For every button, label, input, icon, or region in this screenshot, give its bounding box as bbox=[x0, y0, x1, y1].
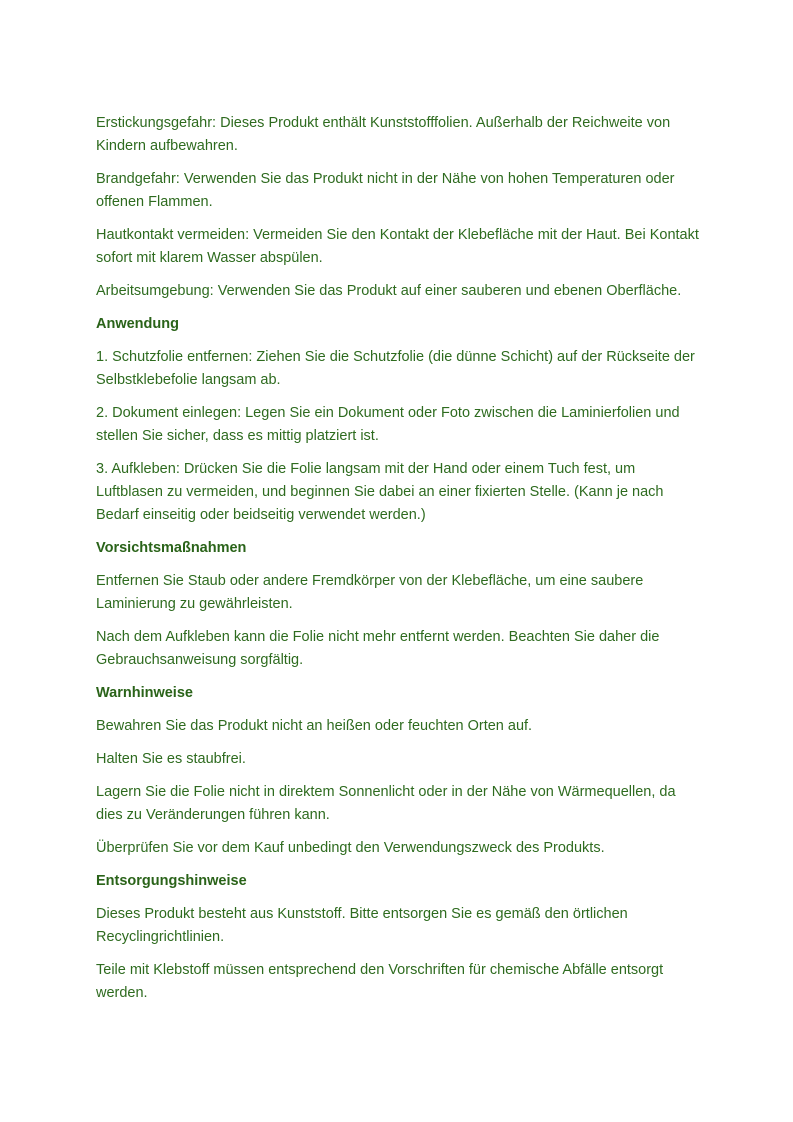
intro-paragraph-fire-hazard: Brandgefahr: Verwenden Sie das Produkt nicht in der Nähe von hohen Temperaturen oder offenen Flammen. bbox=[96, 171, 675, 210]
section-heading-warnhinweise: Warnhinweise bbox=[96, 685, 193, 701]
entsorgung-paragraph-1: Dieses Produkt besteht aus Kunststoff. Bitte entsorgen Sie es gemäß den örtlichen Recyclingrichtlinien. bbox=[96, 906, 628, 945]
intro-paragraph-choking-hazard: Erstickungsgefahr: Dieses Produkt enthält Kunststofffolien. Außerhalb der Reichweite von Kindern aufbewahren. bbox=[96, 115, 671, 154]
section-heading-anwendung: Anwendung bbox=[96, 316, 179, 332]
warn-paragraph-3: Lagern Sie die Folie nicht in direktem Sonnenlicht oder in der Nähe von Wärmequellen, da dies zu Veränderungen führen kann. bbox=[96, 784, 676, 823]
entsorgung-paragraph-2: Teile mit Klebstoff müssen entsprechend den Vorschriften für chemische Abfälle entsorgt werden. bbox=[96, 962, 664, 1001]
document-page bbox=[96, 112, 706, 1015]
vorsicht-paragraph-2: Nach dem Aufkleben kann die Folie nicht mehr entfernt werden. Beachten Sie daher die Gebrauchsanweisung sorgfältig. bbox=[96, 629, 660, 668]
warn-paragraph-1: Bewahren Sie das Produkt nicht an heißen oder feuchten Orten auf. bbox=[96, 718, 533, 734]
section-heading-vorsichtsmassnahmen: Vorsichtsmaßnahmen bbox=[96, 540, 247, 556]
warn-paragraph-4: Überprüfen Sie vor dem Kauf unbedingt den Verwendungszweck des Produkts. bbox=[96, 840, 605, 856]
anwendung-step-1: 1. Schutzfolie entfernen: Ziehen Sie die Schutzfolie (die dünne Schicht) auf der Rückseite der Selbstklebefolie langsam ab. bbox=[96, 349, 695, 388]
intro-paragraph-work-environment: Arbeitsumgebung: Verwenden Sie das Produkt auf einer sauberen und ebenen Oberfläche. bbox=[96, 283, 682, 299]
anwendung-step-3: 3. Aufkleben: Drücken Sie die Folie langsam mit der Hand oder einem Tuch fest, um Luftblasen zu vermeiden, und beginnen Sie dabei an einer fixierten Stelle. (Kann je nach Bedarf einseitig oder beidseitig verwendet werden.) bbox=[96, 461, 664, 523]
warn-paragraph-2: Halten Sie es staubfrei. bbox=[96, 751, 246, 767]
anwendung-step-2: 2. Dokument einlegen: Legen Sie ein Dokument oder Foto zwischen die Laminierfolien und stellen Sie sicher, dass es mittig platziert ist. bbox=[96, 405, 680, 444]
vorsicht-paragraph-1: Entfernen Sie Staub oder andere Fremdkörper von der Klebefläche, um eine saubere Laminierung zu gewährleisten. bbox=[96, 573, 644, 612]
section-heading-entsorgungshinweise: Entsorgungshinweise bbox=[96, 873, 247, 889]
intro-paragraph-skin-contact: Hautkontakt vermeiden: Vermeiden Sie den Kontakt der Klebefläche mit der Haut. Bei Kontakt sofort mit klarem Wasser abspülen. bbox=[96, 227, 699, 266]
